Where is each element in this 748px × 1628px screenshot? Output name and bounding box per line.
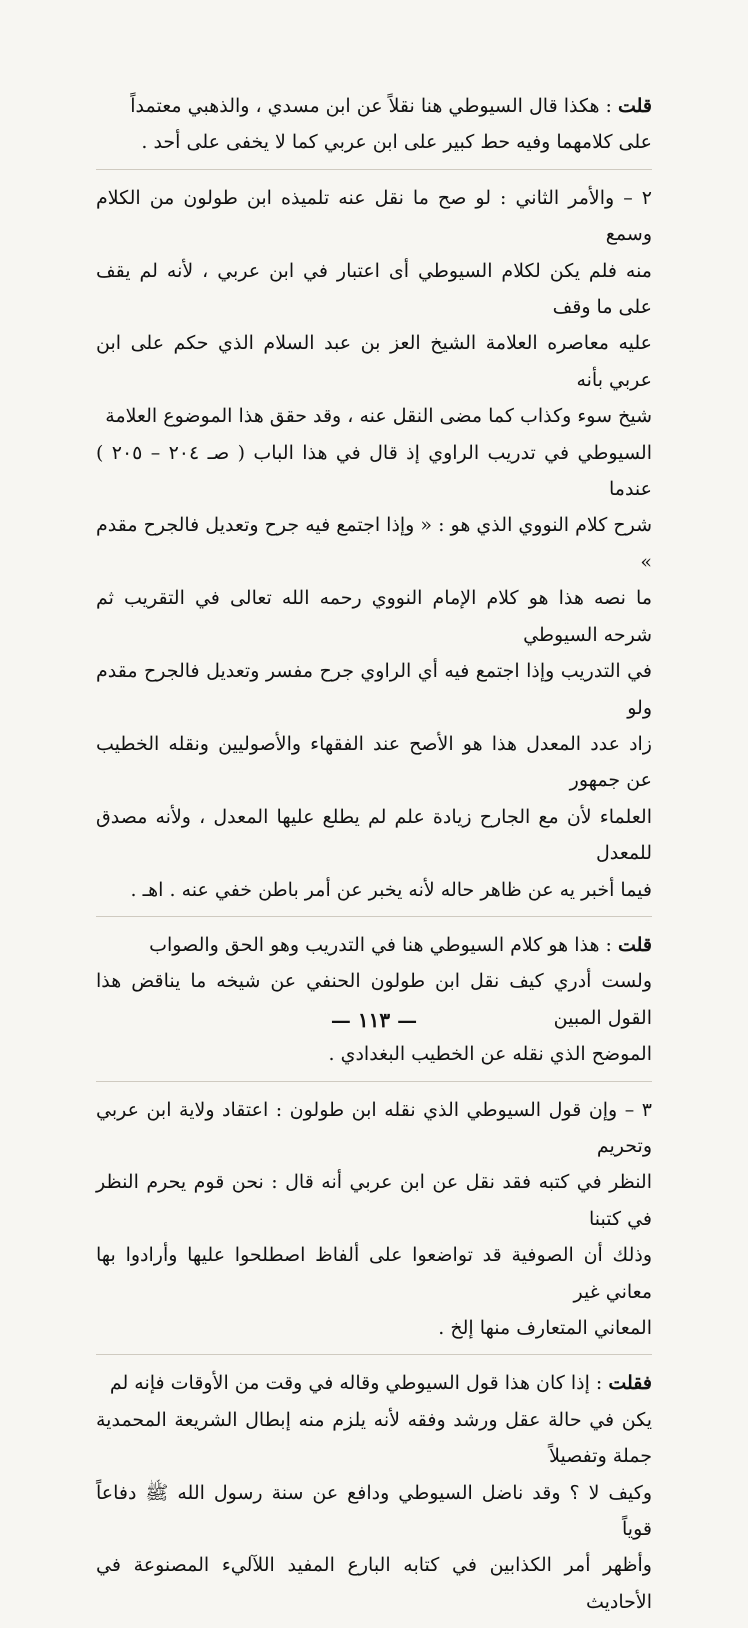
paragraph-2 [96, 180, 652, 908]
page-number: — ١١٣ — [330, 1008, 418, 1032]
text-line: ٣ – وإن قول السيوطي الذي نقله ابن طولون : اعتقاد ولاية ابن عربي وتحريم [96, 1098, 652, 1157]
text-line: على كلامهما وفيه حط كبير على ابن عربي كما لا يخفى على أحد . [141, 131, 652, 154]
text-line: زاد عدد المعدل هذا هو الأصح عند الفقهاء والأصوليين ونقله الخطيب عن جمهور [96, 732, 652, 792]
text-line: وكيف لا ؟ وقد ناضل السيوطي ودافع عن سنة رسول الله ﷺ دفاعاً قوياً [96, 1481, 652, 1541]
lead-word: فقلت [608, 1372, 652, 1395]
text-line: شيخ سوء وكذاب كما مضى النقل عنه ، وقد حقق هذا الموضوع العلامة [105, 405, 652, 428]
text-line: السيوطي في تدريب الراوي إذ قال في هذا الباب ( صـ ٢٠٤ – ٢٠٥ ) عندما [96, 441, 652, 501]
line-text: : هذا هو كلام السيوطي هنا في التدريب وهو الحق والصواب [149, 933, 618, 956]
paragraph-divider [96, 916, 652, 917]
text-line: شرح كلام النووي الذي هو : « وإذا اجتمع فيه جرح وتعديل فالجرح مقدم » [96, 514, 652, 573]
paragraph-4 [96, 1092, 652, 1347]
text-line: ما نصه هذا هو كلام الإمام النووي رحمه الله تعالى في التقريب ثم شرحه السيوطي [96, 587, 652, 646]
text-line [96, 927, 652, 963]
text-line: عليه معاصره العلامة الشيخ العز بن عبد السلام الذي حكم على ابن عربي بأنه [96, 332, 652, 391]
paragraph-divider [96, 1354, 652, 1355]
lead-word: قلت [617, 95, 652, 117]
paragraph-3 [96, 927, 652, 1073]
text-line: النظر في كتبه فقد نقل عن ابن عربي أنه قال : نحن قوم يحرم النظر في كتبنا [96, 1171, 652, 1230]
text-line: يكن في حالة عقل ورشد وفقه لأنه يلزم منه إبطال الشريعة المحمدية جملة وتفصيلاً [96, 1408, 652, 1468]
line-text: : هكذا قال السيوطي هنا نقلاً عن ابن مسدي ، والذهبي معتمداً [130, 95, 618, 117]
text-line: وذلك أن الصوفية قد تواضعوا على ألفاظ اصطلحوا عليها وأرادوا بها معاني غير [96, 1244, 652, 1303]
text-line: الموضح الذي نقله عن الخطيب البغدادي . [328, 1043, 652, 1066]
text-line: ولست أدري كيف نقل ابن طولون الحنفي عن شيخه ما يناقض هذا القول المبين [96, 970, 652, 1029]
text-line: المعاني المتعارف منها إلخ . [438, 1317, 652, 1339]
paragraph-divider [96, 169, 652, 170]
body-text [96, 88, 652, 1628]
line-text: : إذا كان هذا قول السيوطي وقاله في وقت من الأوقات فإنه لم [109, 1372, 609, 1395]
text-line: ٢ – والأمر الثاني : لو صح ما نقل عنه تلميذه ابن طولون من الكلام وسمع [96, 186, 652, 246]
text-line: منه فلم يكن لكلام السيوطي أى اعتبار في ابن عربي ، لأنه لم يقف على ما وقف [96, 259, 652, 319]
text-line: فيما أخبر يه عن ظاهر حاله لأنه يخبر عن أمر باطن خفي عنه . اهـ . [130, 878, 652, 901]
lead-word: قلت [617, 933, 652, 956]
text-line [96, 88, 652, 124]
text-line: في التدريب وإذا اجتمع فيه أي الراوي جرح مفسر وتعديل فالجرح مقدم ولو [96, 660, 652, 719]
text-line: العلماء لأن مع الجارح زيادة علم لم يطلع عليها المعدل ، ولأنه مصدق للمعدل [96, 805, 652, 865]
paragraph-5 [96, 1365, 652, 1620]
paragraph-divider [96, 1081, 652, 1082]
text-line: وأظهر أمر الكذابين في كتابه البارع المفيد اللآليء المصنوعة في الأحاديث [96, 1554, 652, 1613]
paragraph-1 [96, 88, 652, 161]
text-line [96, 1365, 652, 1401]
